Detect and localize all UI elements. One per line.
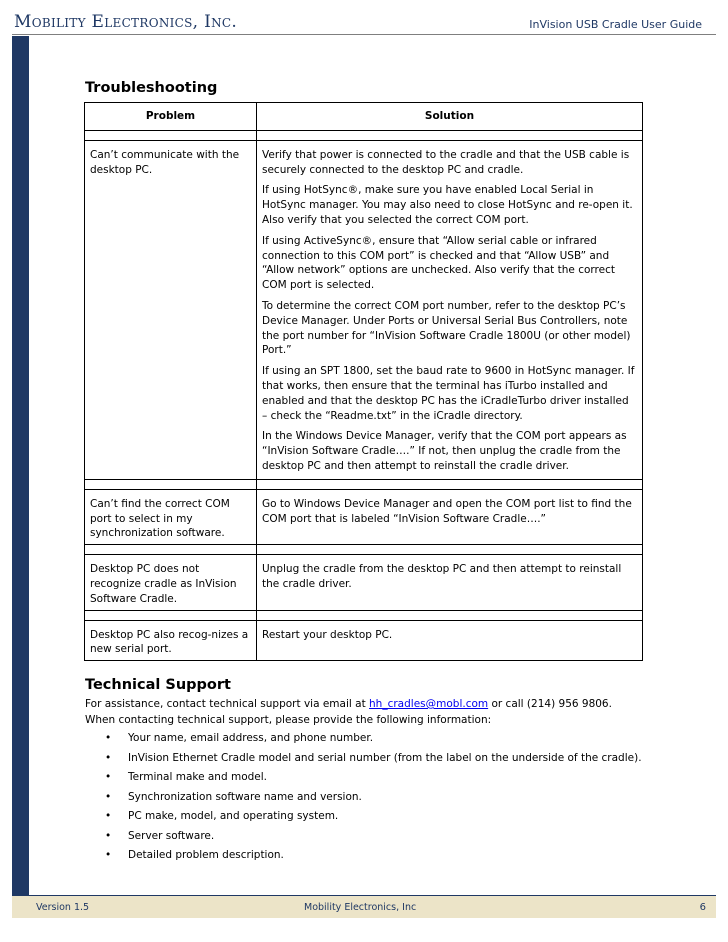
list-item-text: InVision Ethernet Cradle model and serial number (from the label on the underside of the cradle). <box>128 751 642 764</box>
list-item <box>85 790 645 806</box>
problem-column-header: Problem <box>85 103 257 131</box>
technical-support-heading: Technical Support <box>85 677 231 693</box>
solution-cell <box>257 555 643 610</box>
row-spacer <box>85 130 643 140</box>
list-item <box>85 751 645 767</box>
company-logo-text: Mobility Electronics, Inc. <box>14 12 238 32</box>
row-spacer <box>85 479 643 489</box>
problem-cell: Desktop PC also recog-nizes a new serial port. <box>85 620 257 661</box>
list-item <box>85 809 645 825</box>
solution-paragraph: Verify that power is connected to the cradle and that the USB cable is securely connected to the desktop PC and cradle. <box>262 148 630 176</box>
row-spacer <box>85 610 643 620</box>
table-row <box>85 620 643 661</box>
solution-cell <box>257 140 643 479</box>
troubleshooting-table <box>84 102 643 661</box>
solution-cell <box>257 489 643 544</box>
list-item-text: Terminal make and model. <box>128 771 268 783</box>
footer-version: Version 1.5 <box>36 902 90 913</box>
table-row <box>85 555 643 610</box>
list-item-text: PC make, model, and operating system. <box>128 810 339 822</box>
problem-cell: Desktop PC does not recognize cradle as InVision Software Cradle. <box>85 555 257 610</box>
solution-paragraph: In the Windows Device Manager, verify that the COM port appears as “InVision Software Cradle….” If not, then unplug the cradle from the desktop PC and then attempt to reinstall the cradle driver. <box>262 430 627 472</box>
bullet-icon: • <box>105 849 112 861</box>
bullet-icon: • <box>105 790 112 803</box>
support-intro-text: For assistance, contact technical support via email at <box>85 698 370 710</box>
troubleshooting-heading: Troubleshooting <box>85 80 218 96</box>
solution-column-header: Solution <box>257 103 643 131</box>
bullet-icon: • <box>105 829 112 842</box>
list-item <box>85 848 645 864</box>
bullet-icon: • <box>105 751 112 764</box>
page-number: 6 <box>699 902 706 913</box>
table-row <box>85 489 643 544</box>
list-item-text: Detailed problem description. <box>128 849 284 861</box>
bullet-icon: • <box>105 732 112 744</box>
left-margin-bar <box>12 36 29 896</box>
solution-paragraph: Restart your desktop PC. <box>262 628 393 641</box>
bullet-icon: • <box>105 810 112 822</box>
row-spacer <box>85 545 643 555</box>
list-item-text: Synchronization software name and version. <box>128 790 362 803</box>
document-title: InVision USB Cradle User Guide <box>529 18 702 31</box>
solution-paragraph: To determine the correct COM port number, refer to the desktop PC’s Device Manager. Under Ports or Universal Serial Bus Controllers, note the port number for “InVision Software Cradle 1800U (or other model) Port.” <box>262 299 631 357</box>
solution-paragraph: Unplug the cradle from the desktop PC and then attempt to reinstall the cradle driver. <box>262 563 622 590</box>
support-intro-text: or call (214) 956 9806. When contacting technical support, please provide the following information: <box>85 698 612 726</box>
list-item-text: Server software. <box>128 829 215 842</box>
support-info-list <box>85 731 645 868</box>
list-item <box>85 770 645 786</box>
solution-paragraph: If using HotSync®, make sure you have enabled Local Serial in HotSync manager. You may also need to close HotSync and re-open it. Also verify that you selected the correct COM port. <box>262 184 633 226</box>
solution-paragraph: Go to Windows Device Manager and open the COM port list to find the COM port that is labeled “InVision Software Cradle….” <box>262 497 632 525</box>
table-row <box>85 140 643 479</box>
support-email-link[interactable]: hh_cradles@mobl.com <box>369 698 489 710</box>
solution-paragraph: If using an SPT 1800, set the baud rate to 9600 in HotSync manager. If that works, then ensure that the terminal has iTurbo installed and enabled and that the desktop PC has the iCradleTurbo driver installed – check the “Readme.txt” in the iCradle directory. <box>262 365 635 422</box>
support-intro <box>85 697 645 728</box>
solution-cell <box>257 620 643 661</box>
solution-paragraph: If using ActiveSync®, ensure that “Allow serial cable or infrared connection to this COM port” is checked and that “Allow USB” and “Allow network” options are unchecked. Also verify that the correct COM port is selected. <box>262 234 615 292</box>
footer-company: Mobility Electronics, Inc <box>304 902 417 913</box>
list-item <box>85 829 645 845</box>
table-header-row <box>85 103 643 131</box>
problem-cell: Can’t find the correct COM port to select in my synchronization software. <box>85 489 257 544</box>
list-item-text: Your name, email address, and phone number. <box>128 732 374 744</box>
bullet-icon: • <box>105 771 112 783</box>
problem-cell: Can’t communicate with the desktop PC. <box>85 140 257 479</box>
list-item <box>85 731 645 747</box>
header-divider <box>12 34 716 35</box>
